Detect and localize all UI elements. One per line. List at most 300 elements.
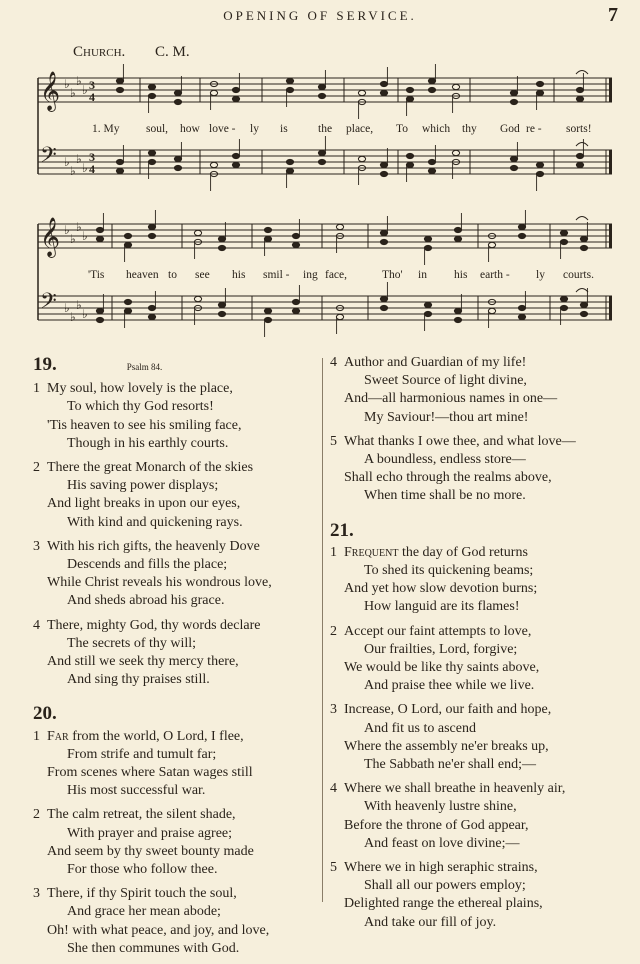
note-head [380, 239, 387, 244]
note-head [560, 296, 567, 301]
staff [38, 64, 612, 119]
fermata [576, 217, 588, 221]
verse-line-text: And feast on love divine;— [364, 835, 520, 851]
note-head [174, 165, 181, 170]
note-head [428, 159, 435, 164]
verse-line [330, 451, 630, 469]
verse-number: 3 [330, 702, 337, 718]
note-head [96, 236, 103, 241]
verse-line-text: Sweet Source of light divine, [364, 373, 527, 389]
note-head [264, 308, 271, 313]
verse-number: 3 [33, 538, 40, 554]
hymn-source-note: Psalm 84. [126, 362, 163, 372]
lyric-syllable: God [500, 123, 520, 135]
verse-number: 2 [33, 807, 40, 823]
verse-line-text: Delighted range the ethereal plains, [344, 896, 543, 912]
note-head [124, 308, 131, 313]
note-head [286, 78, 293, 83]
verse-line-text: Descends and fills the place; [67, 557, 228, 573]
note-head [124, 242, 131, 247]
flat-sign: ♭ [82, 161, 88, 175]
note-head [174, 99, 181, 104]
verse-line-text: A boundless, endless store— [364, 452, 526, 468]
verse-line-text: His saving power displays; [67, 478, 219, 494]
verse-line-text: The Sabbath ne'er shall end;— [364, 757, 537, 773]
lyric-syllable: earth - [480, 269, 510, 281]
lyric-line-1 [92, 123, 592, 135]
verse-line [330, 354, 630, 372]
lyric-syllable: place, [346, 123, 374, 135]
note-head [406, 153, 413, 158]
verse-line-text: Where the assembly ne'er breaks up, [344, 738, 549, 754]
note-head [424, 302, 431, 307]
note-head [536, 171, 543, 176]
verse-number: 5 [330, 433, 337, 449]
verse-line [33, 806, 323, 824]
verse-line-text: From scenes where Satan wages still [47, 765, 253, 781]
verse-line-text: What thanks I owe thee, and what love— [344, 433, 576, 449]
note-head [96, 227, 103, 232]
note-head [518, 314, 525, 319]
verse-line-text: There the great Monarch of the skies [47, 460, 254, 476]
verse-number: 1 [33, 381, 40, 397]
final-barline [609, 150, 612, 174]
note-head [518, 233, 525, 238]
note-head [318, 93, 325, 98]
verse-line-text: Shall echo through the realms above, [344, 470, 552, 486]
note-head [454, 236, 461, 241]
note-head [232, 96, 239, 101]
note-head [148, 150, 155, 155]
flat-sign: ♭ [64, 77, 70, 91]
verse-line [33, 671, 323, 689]
note-head [576, 96, 583, 101]
staff-systems [38, 64, 612, 337]
lyric-syllable: ing [303, 269, 318, 281]
verse-line-text: Where we in high seraphic strains, [344, 860, 538, 876]
note-head [580, 302, 587, 307]
note-head [286, 87, 293, 92]
note-head [148, 159, 155, 164]
note-head [510, 165, 517, 170]
verse-line-text: And seem by thy sweet bounty made [47, 843, 254, 859]
staff [38, 282, 612, 337]
note-head [510, 99, 517, 104]
note-head [148, 305, 155, 310]
note-head [318, 150, 325, 155]
note-head [148, 93, 155, 98]
verse-line [33, 922, 323, 940]
note-head [148, 233, 155, 238]
note-head [452, 150, 459, 155]
verse-line [33, 782, 323, 800]
lyric-syllable: re - [526, 123, 542, 135]
verse-line [33, 825, 323, 843]
verse-line [33, 514, 323, 532]
verse-line-text: How languid are its flames! [364, 599, 520, 615]
lyric-syllable: courts. [563, 269, 594, 281]
verse-line [330, 469, 630, 487]
note-head [380, 305, 387, 310]
flat-sign: ♭ [64, 155, 70, 169]
note-head [218, 236, 225, 241]
verse-line-text: Where we shall breathe in heavenly air, [344, 781, 566, 797]
verse-line-text: My soul, how lovely is the place, [47, 381, 233, 397]
hymn-19-heading [33, 356, 323, 376]
note-head [454, 227, 461, 232]
note-head [424, 311, 431, 316]
note-head [358, 90, 365, 95]
note-head [292, 233, 299, 238]
verse-line [330, 409, 630, 427]
hymn-number: 19. [33, 354, 57, 375]
note-head [264, 236, 271, 241]
hymn-21-verses [330, 544, 630, 932]
hymn-20-verses-part-1 [33, 728, 323, 958]
verse-lead-word: Far [47, 728, 69, 744]
verse-line [33, 556, 323, 574]
verse-line [33, 861, 323, 879]
flat-sign: ♭ [64, 301, 70, 315]
note-head [218, 311, 225, 316]
verse-line-text: And still we seek thy mercy there, [47, 654, 239, 670]
note-head [218, 302, 225, 307]
note-head [318, 159, 325, 164]
lyric-syllable: is [280, 123, 288, 135]
verse-line [330, 738, 630, 756]
verse-line [33, 417, 323, 435]
verse-line [330, 677, 630, 695]
note-head [292, 299, 299, 304]
note-head [380, 230, 387, 235]
verse [330, 623, 630, 696]
verse-line-text: To shed its quickening beams; [364, 563, 534, 579]
fermata [576, 289, 588, 293]
lyric-syllable: which [422, 123, 451, 135]
verse-line [33, 764, 323, 782]
verse-line [33, 653, 323, 671]
verse [330, 544, 630, 617]
note-head [424, 236, 431, 241]
verse-line [330, 756, 630, 774]
verse-line-text: Author and Guardian of my life! [344, 355, 527, 370]
note-head [336, 314, 343, 319]
hymn-number: 21. [330, 519, 354, 541]
note-head [210, 162, 217, 167]
note-head [380, 162, 387, 167]
verse-line-text: Accept our faint attempts to love, [344, 623, 532, 639]
lyric-syllable: how [180, 123, 200, 135]
note-head [116, 159, 123, 164]
tune-meter: C. M. [155, 44, 190, 60]
verse-line [33, 398, 323, 416]
verse-line-text: With prayer and praise agree; [67, 825, 233, 841]
lyric-line-2 [88, 269, 594, 281]
flat-sign: ♭ [76, 220, 82, 234]
verse-number: 1 [330, 544, 337, 560]
verse [33, 538, 323, 611]
verse-line [33, 746, 323, 764]
verse-line-text: For those who follow thee. [67, 862, 218, 878]
verse [330, 859, 630, 932]
note-head [560, 305, 567, 310]
verse-line-text: We would be like thy saints above, [344, 660, 540, 676]
verse-line [33, 885, 323, 903]
note-head [218, 245, 225, 250]
lyric-syllable: face, [325, 269, 348, 281]
lyric-syllable: the [318, 123, 333, 135]
verse-line [33, 495, 323, 513]
note-head [580, 236, 587, 241]
lyric-syllable: his [454, 269, 468, 281]
lyric-syllable: heaven [126, 269, 159, 281]
verse-line-text: Our frailties, Lord, forgive; [364, 641, 518, 657]
verse-line [330, 701, 630, 719]
verse-line-text: Though in his earthly courts. [67, 435, 229, 451]
verse-line [330, 390, 630, 408]
lyric-syllable: ly [536, 269, 545, 281]
note-head [210, 90, 217, 95]
note-head [380, 296, 387, 301]
flat-sign: ♭ [70, 232, 76, 246]
verse-line-text: The calm retreat, the silent shade, [47, 807, 236, 823]
note-head [232, 153, 239, 158]
note-head [454, 308, 461, 313]
verse [33, 380, 323, 453]
note-head [232, 162, 239, 167]
tune-name: Church. [73, 44, 126, 60]
flat-sign: ♭ [64, 223, 70, 237]
staff [38, 136, 612, 191]
note-head [232, 87, 239, 92]
note-head [380, 81, 387, 86]
note-head [292, 242, 299, 247]
lyric-syllable: in [418, 269, 427, 281]
final-barline [609, 296, 612, 320]
note-head [488, 308, 495, 313]
flat-sign: ♭ [70, 310, 76, 324]
verse-line [330, 562, 630, 580]
note-head [510, 156, 517, 161]
verse-line-text: And sing thy praises still. [67, 672, 210, 688]
note-head [358, 156, 365, 161]
note-head [96, 317, 103, 322]
verse-line-text: And yet how slow devotion burns; [344, 581, 538, 597]
verse-line [33, 435, 323, 453]
hymn-number: 20. [33, 703, 57, 725]
verse [33, 806, 323, 879]
verse-number: 1 [33, 728, 40, 744]
verse-line-text: While Christ reveals his wondrous love, [47, 575, 272, 591]
note-head [406, 87, 413, 92]
verse-line [33, 635, 323, 653]
time-signature: 3 [89, 150, 95, 164]
verse-line [33, 380, 323, 398]
verse-line-text: Increase, O Lord, our faith and hope, [344, 702, 552, 718]
note-head [116, 87, 123, 92]
note-head [536, 162, 543, 167]
lyric-syllable: smil - [263, 269, 290, 281]
treble-clef: 𝄞 [40, 217, 61, 257]
final-barline [609, 224, 612, 248]
note-head [148, 314, 155, 319]
note-head [536, 81, 543, 86]
verse-line-text: Oh! with what peace, and joy, and love, [47, 922, 270, 938]
lyric-syllable: Tho' [382, 269, 403, 281]
note-head [292, 308, 299, 313]
note-head [148, 224, 155, 229]
note-head [536, 90, 543, 95]
verse [33, 617, 323, 690]
note-head [124, 299, 131, 304]
note-head [194, 230, 201, 235]
verse-line [330, 372, 630, 390]
verse-line [33, 538, 323, 556]
lyric-syllable: love - [209, 123, 236, 135]
verse-line [33, 574, 323, 592]
music-score [0, 0, 640, 350]
flat-sign: ♭ [76, 74, 82, 88]
verse-number: 4 [330, 781, 337, 797]
lyric-syllable: thy [462, 123, 477, 135]
verse-line [33, 477, 323, 495]
verse-line [330, 720, 630, 738]
fermata [576, 143, 588, 147]
verse-line [330, 659, 630, 677]
verse-line [330, 623, 630, 641]
verse-line-text: There, if thy Spirit touch the soul, [47, 886, 237, 902]
verse-line [330, 580, 630, 598]
verse-line [330, 859, 630, 877]
note-head [264, 227, 271, 232]
note-head [454, 317, 461, 322]
note-head [148, 84, 155, 89]
verse [330, 354, 630, 427]
hymn-21-heading [330, 519, 630, 541]
verse-line-text: And praise thee while we live. [364, 678, 535, 694]
note-head [576, 153, 583, 158]
verse-line [33, 728, 323, 746]
flat-sign: ♭ [82, 83, 88, 97]
lyric-syllable: see [195, 269, 210, 281]
verse-line-text: My Saviour!—thou art mine! [364, 409, 529, 425]
note-head [518, 305, 525, 310]
verse-line-text: With kind and quickening rays. [67, 514, 243, 530]
verse-number: 3 [33, 886, 40, 902]
bass-clef: 𝄢 [40, 143, 57, 173]
left-column [33, 354, 323, 964]
note-head [428, 168, 435, 173]
time-signature: 4 [89, 162, 95, 176]
verse-line [330, 895, 630, 913]
note-head [488, 242, 495, 247]
note-head [452, 84, 459, 89]
verse-line-text: And grace her mean abode; [67, 904, 221, 920]
verse-line [330, 487, 630, 505]
verse-line [330, 914, 630, 932]
note-head [428, 87, 435, 92]
bass-clef: 𝄢 [40, 289, 57, 319]
note-head [560, 230, 567, 235]
note-head [318, 84, 325, 89]
verse-line-text: And sheds abroad his grace. [67, 593, 225, 609]
note-head [286, 168, 293, 173]
verse-number: 4 [330, 355, 337, 370]
note-head [580, 245, 587, 250]
verse-line [330, 817, 630, 835]
lyric-syllable: ly [250, 123, 259, 135]
right-column [330, 354, 630, 938]
verse [330, 433, 630, 506]
verse [330, 780, 630, 853]
fermata [576, 71, 588, 75]
flat-sign: ♭ [82, 229, 88, 243]
verse-line [33, 617, 323, 635]
verse-line [330, 433, 630, 451]
verse-line-text: And light breaks in upon our eyes, [47, 496, 241, 512]
note-head [116, 168, 123, 173]
note-head [124, 233, 131, 238]
note-head [424, 245, 431, 250]
running-title: OPENING OF SERVICE. [223, 8, 417, 23]
verse-line-text: And take our fill of joy. [364, 914, 497, 930]
hymn-20-heading [33, 705, 323, 723]
verse-line-text: When time shall be no more. [364, 488, 526, 504]
verse [33, 728, 323, 801]
hymn-20-verses-part-2 [330, 354, 630, 506]
verse-number: 4 [33, 617, 40, 633]
note-head [264, 317, 271, 322]
lyric-syllable: 1. My [92, 123, 120, 135]
time-signature: 3 [89, 78, 95, 92]
verse-line-text: With heavenly lustre shine, [364, 799, 517, 815]
note-head [560, 239, 567, 244]
lyric-syllable: 'Tis [88, 269, 105, 281]
lyric-syllable: his [232, 269, 246, 281]
verse-line-text: And—all harmonious names in one— [344, 391, 558, 407]
page-number: 7 [608, 4, 618, 26]
note-head [576, 87, 583, 92]
verse-line-text: With his rich gifts, the heavenly Dove [47, 538, 260, 554]
verse-line-text: from the world, O Lord, I flee, [68, 728, 244, 744]
note-head [518, 224, 525, 229]
verse-line [330, 544, 630, 562]
verse-line-text: And fit us to ascend [364, 720, 476, 736]
lyric-syllable: to [168, 269, 177, 281]
note-head [174, 156, 181, 161]
verse-line [330, 877, 630, 895]
lyric-syllable: sorts! [566, 123, 592, 135]
note-head [286, 159, 293, 164]
verse [33, 885, 323, 958]
treble-clef: 𝄞 [40, 71, 61, 111]
verse-line-text: His most successful war. [67, 783, 206, 799]
verse-line-text: She then communes with God. [67, 940, 240, 956]
verse-line [33, 592, 323, 610]
verse-line [330, 798, 630, 816]
time-signature: 4 [89, 90, 95, 104]
verse-line-text: Before the throne of God appear, [344, 817, 529, 833]
note-head [336, 224, 343, 229]
verse [330, 701, 630, 774]
lyric-syllable: soul, [146, 123, 169, 135]
note-head [580, 311, 587, 316]
note-head [380, 90, 387, 95]
verse-line-text: There, mighty God, thy words declare [47, 617, 261, 633]
verse-line [33, 940, 323, 958]
verse-line [33, 843, 323, 861]
flat-sign: ♭ [82, 307, 88, 321]
